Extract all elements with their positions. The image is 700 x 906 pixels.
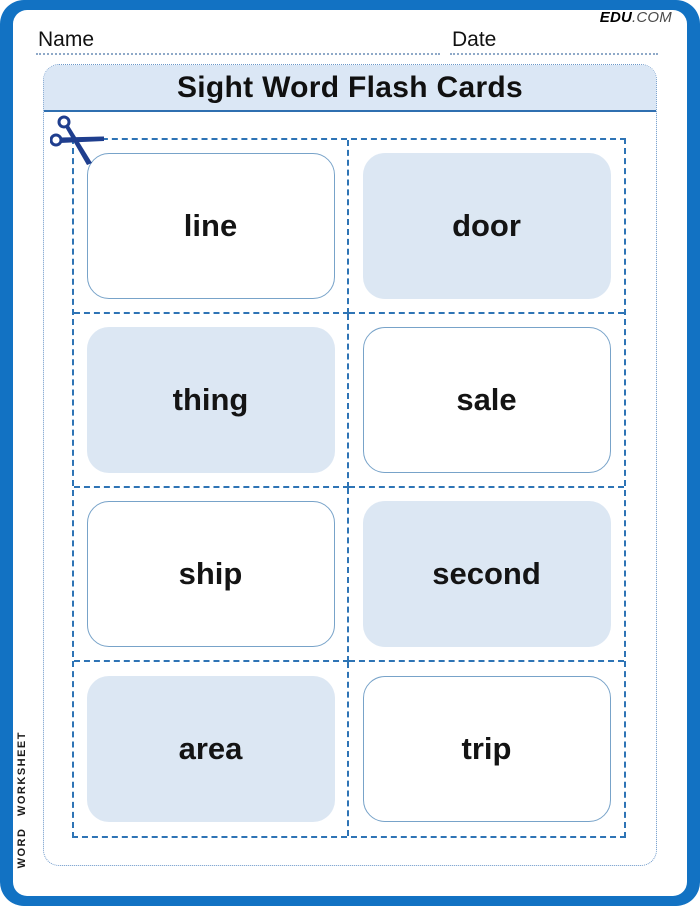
date-label: Date (452, 28, 497, 51)
grid-cell (349, 488, 624, 662)
grid-cell (74, 140, 349, 314)
grid-cell (74, 662, 349, 836)
grid-cell (349, 140, 624, 314)
logo-brand-rest: .COM (632, 9, 672, 26)
scissors-icon (50, 111, 108, 169)
date-fill-line (450, 53, 658, 55)
page-title: Sight Word Flash Cards (176, 70, 524, 104)
flash-card: trip (363, 676, 611, 822)
grid-cell (74, 314, 349, 488)
flash-card: thing (87, 327, 335, 473)
flash-card: area (87, 676, 335, 822)
grid-cell (349, 314, 624, 488)
flash-card: line (87, 153, 335, 299)
name-label: Name (38, 28, 95, 51)
worksheet-type-vertical-label: WORD WORKSHEET (16, 731, 28, 869)
title-bar (44, 65, 656, 112)
flash-card: second (363, 501, 611, 647)
flash-card: door (363, 153, 611, 299)
name-fill-line (36, 53, 440, 55)
flash-card: sale (363, 327, 611, 473)
edu-com-logo (600, 9, 672, 26)
logo-brand-bold: EDU (599, 9, 633, 26)
grid-cell (349, 662, 624, 836)
grid-cell (74, 488, 349, 662)
flash-card: ship (87, 501, 335, 647)
flash-card-cut-grid (72, 138, 626, 838)
